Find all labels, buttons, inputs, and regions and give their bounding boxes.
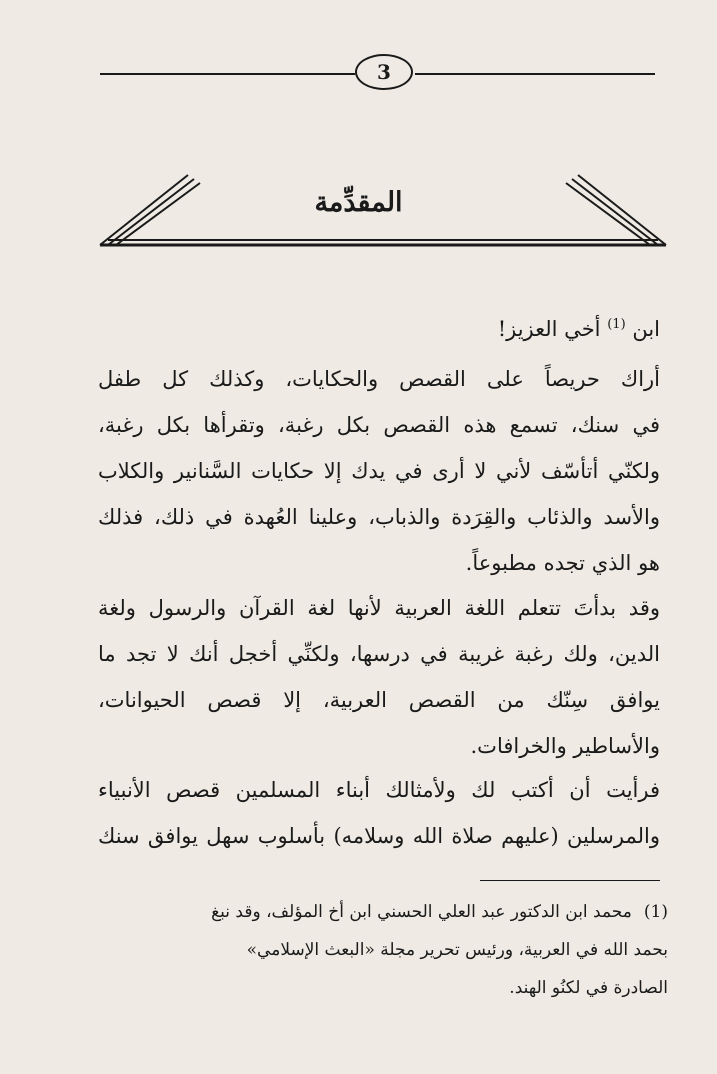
footnote-reference: (1) <box>607 317 626 332</box>
paragraph-line: أراك حريصاً على القصص والحكايات، وكذلك كل طفل <box>98 367 660 391</box>
footnote-rule <box>480 880 660 881</box>
paragraph-2 <box>98 585 660 769</box>
header-rule-right <box>415 73 655 75</box>
header-rule-left <box>100 73 355 75</box>
paragraph-line: والمرسلين (عليهم صلاة الله وسلامه) بأسلوب سهل يوافق سنك <box>98 824 660 848</box>
paragraph-line: هو الذي تجده مطبوعاً. <box>465 551 660 575</box>
greeting-text: أخي العزيز! <box>497 317 601 341</box>
greeting-line <box>98 302 660 352</box>
footnote-line-text: محمد ابن الدكتور عبد العلي الحسني ابن أخ المؤلف، وقد نبغ <box>211 902 632 922</box>
paragraph-line: وقد بدأتَ تتعلم اللغة العربية لأنها لغة القرآن والرسول ولغة <box>98 596 661 620</box>
paragraph-line: الدين، ولك رغبة غريبة في درسها، ولكنِّي أخجل أنك لا تجد ما <box>98 642 660 666</box>
greeting-name: ابن <box>632 317 660 341</box>
paragraph-line: في سنك، تسمع هذه القصص بكل رغبة، وتقرأها بكل رغبة، <box>98 413 660 437</box>
paragraph-3 <box>98 767 660 859</box>
paragraph-line: يوافق سِنّك من القصص العربية، إلا قصص الحيوانات، <box>98 688 660 712</box>
chapter-title: المقدِّمة <box>314 187 403 218</box>
page-number: 3 <box>355 54 413 90</box>
footnote-line: الصادرة في لكنُو الهند. <box>509 978 668 998</box>
paragraph-line: والأسد والذئاب والقِرَدة والذباب، وعلينا العُهدة في ذلك، فذلك <box>98 505 660 529</box>
paragraph-line: فرأيت أن أكتب لك ولأمثالك أبناء المسلمين قصص الأنبياء <box>98 778 660 802</box>
paragraph-1 <box>98 356 660 586</box>
footnote-line: بحمد الله في العربية، ورئيس تحرير مجلة «البعث الإسلامي» <box>246 940 668 960</box>
footnote-line <box>98 893 668 931</box>
paragraph-line: ولكنّي أتأسّف لأني لا أرى في يدك إلا حكايات السَّنانير والكلاب <box>98 459 660 483</box>
footnote-number: (1) <box>643 902 668 922</box>
paragraph-line: والأساطير والخرافات. <box>470 734 660 758</box>
footnote <box>98 893 668 1007</box>
